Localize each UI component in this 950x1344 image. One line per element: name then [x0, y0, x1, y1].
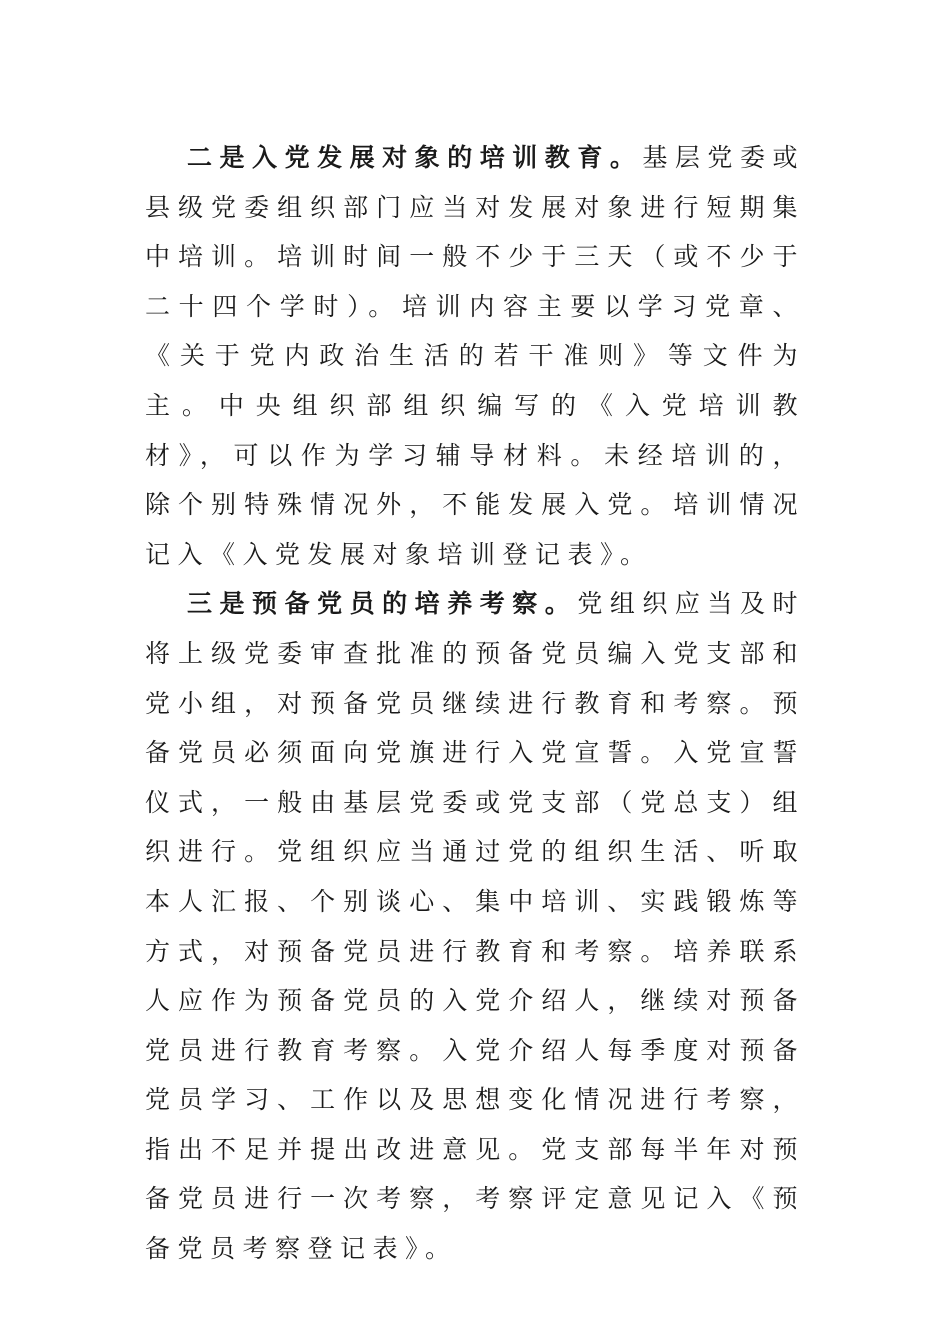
paragraph-lead: 三是预备党员的培养考察。	[187, 589, 578, 619]
paragraph-text: 基层党委或县级党委组织部门应当对发展对象进行短期集中培训。培训时间一般不少于三天（或不少于二十四个学时）。培训内容主要以学习党章、《关于党内政治生活的若干准则》等文件为主。中央组织部组织编写的《入党培训教材》，可以作为学习辅导材料。未经培训的，除个别特殊情况外，不能发展入党。培训情况记入《入党发展对象培训登记表》。	[145, 143, 805, 569]
paragraph-lead: 二是入党发展对象的培训教育。	[187, 143, 643, 172]
paragraph-training-education	[145, 133, 805, 579]
paragraph-probationary-assessment	[145, 579, 805, 1273]
paragraph-text: 党组织应当及时将上级党委审查批准的预备党员编入党支部和党小组，对预备党员继续进行教育和考察。预备党员必须面向党旗进行入党宣誓。入党宣誓仪式，一般由基层党委或党支部（党总支）组织进行。党组织应当通过党的组织生活、听取本人汇报、个别谈心、集中培训、实践锻炼等方式，对预备党员进行教育和考察。培养联系人应作为预备党员的入党介绍人，继续对预备党员进行教育考察。入党介绍人每季度对预备党员学习、工作以及思想变化情况进行考察，指出不足并提出改进意见。党支部每半年对预备党员进行一次考察，考察评定意见记入《预备党员考察登记表》。	[145, 589, 805, 1264]
document-body	[145, 133, 805, 1274]
